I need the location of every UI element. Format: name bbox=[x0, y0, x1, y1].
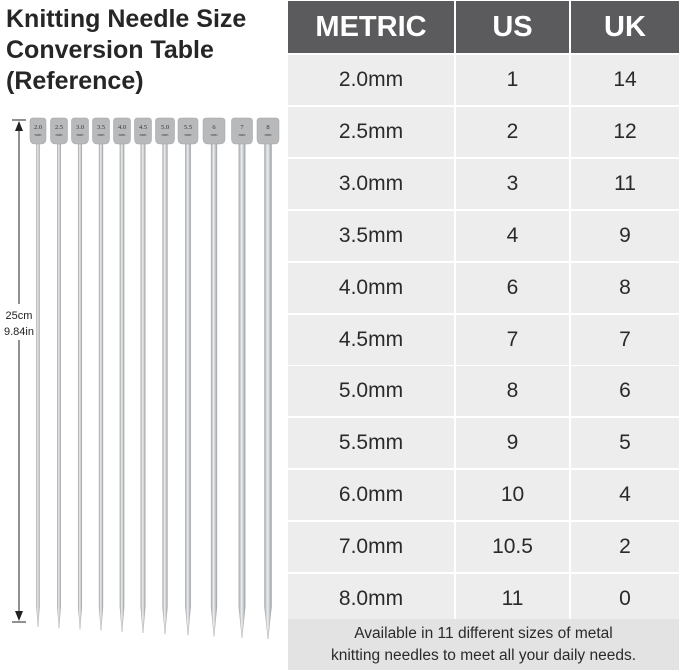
uk-cell: 2 bbox=[571, 522, 679, 572]
needle-cap bbox=[257, 118, 279, 144]
needle-unit-label: mm bbox=[161, 132, 169, 137]
needle-group bbox=[30, 118, 279, 639]
needles-illustration bbox=[0, 110, 288, 670]
needle bbox=[135, 118, 152, 633]
needle-size-label: 3.0 bbox=[75, 124, 85, 131]
table-row bbox=[288, 522, 679, 572]
us-cell: 9 bbox=[456, 418, 569, 468]
uk-cell: 6 bbox=[571, 366, 679, 416]
needle bbox=[72, 118, 89, 629]
needle-shaft bbox=[57, 142, 60, 628]
table-row bbox=[288, 470, 679, 520]
uk-cell: 5 bbox=[571, 418, 679, 468]
needle-size-label: 5.0 bbox=[160, 124, 170, 131]
needle-unit-label: mm bbox=[184, 132, 192, 137]
needle-size-label: 4.0 bbox=[117, 124, 127, 131]
metric-cell: 7.0mm bbox=[288, 522, 454, 572]
us-cell: 6 bbox=[456, 263, 569, 313]
needle-shaft bbox=[78, 142, 82, 629]
needle-cap bbox=[135, 118, 152, 144]
needle-shaft bbox=[265, 142, 272, 639]
table-row bbox=[288, 159, 679, 209]
us-cell: 1 bbox=[456, 55, 569, 105]
needle-cap bbox=[114, 118, 131, 144]
needle-cap bbox=[156, 118, 175, 144]
needle-cap bbox=[93, 118, 110, 144]
us-cell: 7 bbox=[456, 315, 569, 365]
us-cell: 2 bbox=[456, 107, 569, 157]
needle-shaft bbox=[185, 142, 190, 635]
needle-shaft bbox=[37, 142, 40, 627]
header-uk: UK bbox=[571, 1, 679, 53]
table-header-row bbox=[288, 1, 679, 53]
needle bbox=[203, 118, 225, 637]
needle-unit-label: mm bbox=[118, 132, 126, 137]
dimension-marker bbox=[0, 120, 38, 622]
needle-cap bbox=[51, 118, 68, 144]
table-row bbox=[288, 418, 679, 468]
needle bbox=[232, 118, 253, 638]
uk-cell: 12 bbox=[571, 107, 679, 157]
needle-shaft bbox=[141, 142, 146, 633]
metric-cell: 6.0mm bbox=[288, 470, 454, 520]
uk-cell: 4 bbox=[571, 470, 679, 520]
needle-size-label: 5.5 bbox=[183, 124, 193, 131]
table-row bbox=[288, 366, 679, 416]
needle-shaft bbox=[163, 142, 168, 634]
title-line-2: Conversion Table bbox=[6, 36, 214, 64]
page-title bbox=[6, 4, 286, 97]
conversion-table bbox=[288, 0, 679, 670]
uk-cell: 11 bbox=[571, 159, 679, 209]
needle-size-label: 8 bbox=[266, 124, 270, 131]
needle bbox=[178, 118, 198, 635]
us-cell: 8 bbox=[456, 366, 569, 416]
needle-size-label: 3.5 bbox=[96, 124, 106, 131]
needle-shaft bbox=[120, 142, 124, 632]
needle bbox=[30, 118, 46, 627]
needle-unit-label: mm bbox=[55, 132, 63, 137]
needle-unit-label: mm bbox=[139, 132, 147, 137]
uk-cell: 9 bbox=[571, 211, 679, 261]
uk-cell: 7 bbox=[571, 315, 679, 365]
title-line-1: Knitting Needle Size bbox=[6, 5, 247, 33]
metric-cell: 3.0mm bbox=[288, 159, 454, 209]
needle bbox=[51, 118, 68, 628]
header-us: US bbox=[456, 1, 569, 53]
needle-size-label: 4.5 bbox=[138, 124, 148, 131]
needle-cap bbox=[30, 118, 46, 144]
needle-cap bbox=[232, 118, 253, 144]
us-cell: 4 bbox=[456, 211, 569, 261]
needle-cap bbox=[178, 118, 198, 144]
title-line-3: (Reference) bbox=[6, 67, 144, 95]
us-cell: 11 bbox=[456, 574, 569, 624]
metric-cell: 5.0mm bbox=[288, 366, 454, 416]
needle-cap bbox=[72, 118, 89, 144]
footer-line-1: Available in 11 different sizes of metal bbox=[354, 624, 613, 642]
needle bbox=[114, 118, 131, 632]
table-footer-note bbox=[288, 619, 679, 670]
header-metric: METRIC bbox=[288, 1, 454, 53]
needle-shaft bbox=[239, 142, 245, 638]
metric-cell: 4.0mm bbox=[288, 263, 454, 313]
uk-cell: 8 bbox=[571, 263, 679, 313]
needle-unit-label: mm bbox=[238, 132, 246, 137]
table-row bbox=[288, 211, 679, 261]
metric-cell: 2.0mm bbox=[288, 55, 454, 105]
metric-cell: 3.5mm bbox=[288, 211, 454, 261]
needle-unit-label: mm bbox=[76, 132, 84, 137]
needle-unit-label: mm bbox=[97, 132, 105, 137]
needle bbox=[156, 118, 175, 634]
needle-size-label: 6 bbox=[212, 124, 216, 131]
footer-line-2: knitting needles to meet all your daily needs. bbox=[330, 646, 636, 664]
uk-cell: 14 bbox=[571, 55, 679, 105]
needle-cap bbox=[203, 118, 225, 144]
us-cell: 10.5 bbox=[456, 522, 569, 572]
length-in-label: 9.84in bbox=[4, 326, 34, 338]
us-cell: 3 bbox=[456, 159, 569, 209]
needle bbox=[93, 118, 110, 631]
needle-size-label: 2.5 bbox=[54, 124, 64, 131]
needle-shaft bbox=[211, 142, 217, 637]
needle-shaft bbox=[99, 142, 103, 631]
table-row bbox=[288, 55, 679, 105]
needle-size-label: 2.0 bbox=[33, 124, 43, 131]
needle-unit-label: mm bbox=[34, 132, 42, 137]
table-row bbox=[288, 107, 679, 157]
needle-unit-label: mm bbox=[264, 132, 272, 137]
metric-cell: 8.0mm bbox=[288, 574, 454, 624]
metric-cell: 5.5mm bbox=[288, 418, 454, 468]
length-cm-label: 25cm bbox=[5, 310, 33, 322]
metric-cell: 2.5mm bbox=[288, 107, 454, 157]
table-row bbox=[288, 574, 679, 624]
us-cell: 10 bbox=[456, 470, 569, 520]
needle-unit-label: mm bbox=[210, 132, 218, 137]
needle-size-label: 7 bbox=[240, 124, 244, 131]
needle bbox=[257, 118, 279, 639]
table-row bbox=[288, 315, 679, 365]
table-row bbox=[288, 263, 679, 313]
metric-cell: 4.5mm bbox=[288, 315, 454, 365]
uk-cell: 0 bbox=[571, 574, 679, 624]
